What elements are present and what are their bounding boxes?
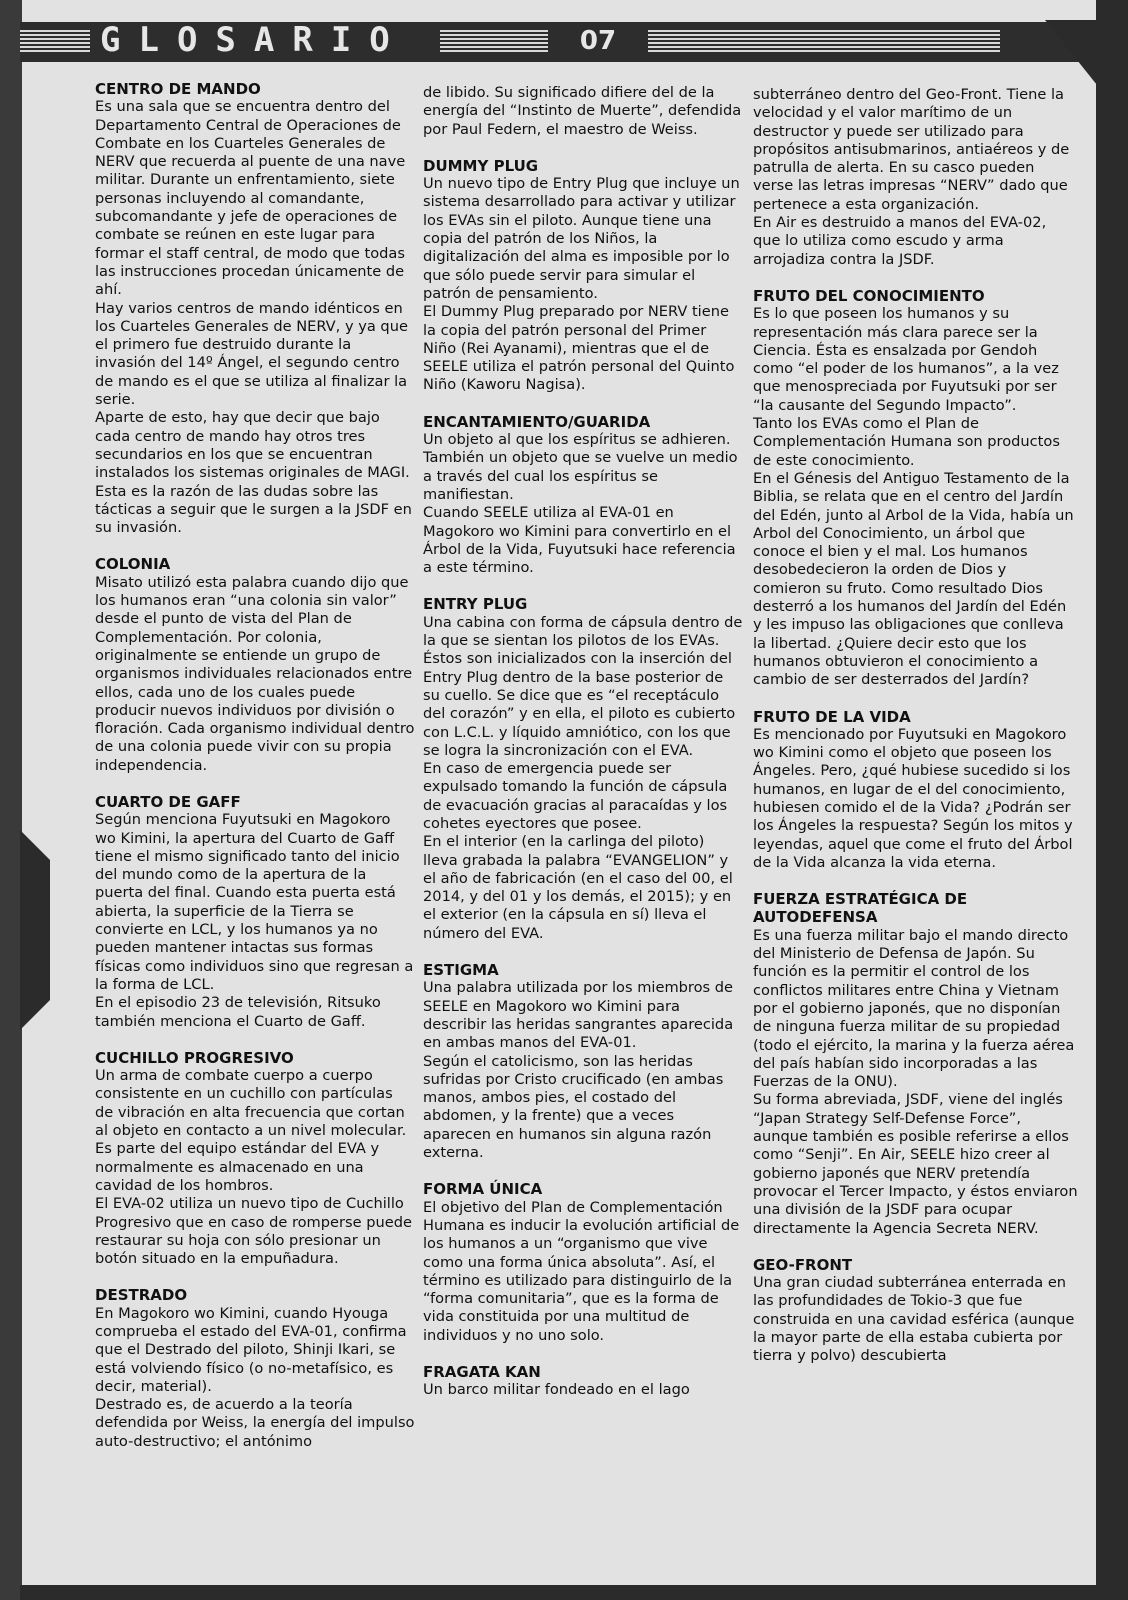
page-number: 07 [548,27,648,55]
glossary-entry [95,1049,415,1269]
entry-term: ESTIGMA [423,961,499,980]
entry-definition: Un nuevo tipo de Entry Plug que incluye un sistema desarrollado para activar y utilizar los EVAs sin el piloto. Aunque tiene una copia del patrón de los Niños, la digitalización del alma es imposible por lo que sólo puede servir para simular el patrón de pensamiento. El Dummy Plug preparado por NERV tiene la copia del patrón personal del Primer Niño (Rei Ayanami), mientras que el de SEELE utiliza el patrón personal del Quinto Niño (Kaworu Nagisa). [423,175,740,394]
entry-term: FRUTO DE LA VIDA [753,707,911,726]
glossary-entry [95,555,415,775]
column-1 [95,80,415,1469]
entry-term: COLONIA [95,555,171,574]
glossary-entry [423,961,743,1162]
glossary-entry [95,793,415,1031]
entry-definition: Según menciona Fuyutsuki en Magokoro wo Kimini, la apertura del Cuarto de Gaff tiene el mismo significado tanto del inicio del mundo como de la apertura de la puerta del final. Cuando esta puerta está abierta, la superficie de la Tierra se convierte en LCL, y los humanos ya no pueden mantener intactas sus formas físicas como individuos sino que regresan a la forma de LCL. En el episodio 23 de televisión, Ritsuko también menciona el Cuarto de Gaff. [95,811,414,1030]
entry-term: FRAGATA KAN [423,1363,541,1381]
entry-definition: Es una fuerza militar bajo el mando directo del Ministerio de Defensa de Japón. Su función es la permitir el control de los conflictos militares entre China y Vietnam por el gobierno japonés, que no disponían de ninguna fuerza militar de su propiedad (todo el ejército, la marina y la fuerza aérea del país habían sido incorporadas a las Fuerzas de la ONU). Su forma abreviada, JSDF, viene del inglés “Japan Strategy Self-Defense Force”, aunque también es posible referirse a ellos como “Senji”. En Air, SEELE hizo creer al gobierno japonés que NERV pretendía provocar el Tercer Impacto, y éstos enviaron una división de la JSDF para ocupar directamente la Agencia Secreta NERV. [753,926,1078,1237]
glossary-entry [423,413,743,578]
entry-definition: Un objeto al que los espíritus se adhieren. También un objeto que se vuelve un medio a través del cual los espíritus se manifiestan. Cuando SEELE utiliza al EVA-01 en Magokoro wo Kimini para convertirlo en el Árbol de la Vida, Fuyutsuki hace referencia a este término. [423,431,738,577]
entry-term: CUARTO DE GAFF [95,792,241,811]
entry-term: FORMA ÚNICA [423,1180,543,1199]
glossary-entry [95,1286,415,1451]
glossary-entry [753,1256,1078,1366]
entry-definition: En Magokoro wo Kimini, cuando Hyouga comprueba el estado del EVA-01, confirma que el Destrado del piloto, Shinji Ikari, se está volviendo físico (o no-metafísico, es decir, material). Destrado es, de acuerdo a la teoría defendida por Weiss, la energía del impulso auto-destructivo; el antónimo [95,1304,415,1450]
glossary-entry [753,86,1078,269]
entry-definition: Una palabra utilizada por los miembros de SEELE en Magokoro wo Kimini para describir las heridas sangrantes aparecida en ambas manos del EVA-01. Según el catolicismo, son las heridas sufridas por Cristo crucificado (en ambas manos, ambos pies, el costado del abdomen, y la frente) que a veces aparecen en humanos sin alguna razón externa. [423,979,734,1162]
glossary-entry [753,890,1078,1238]
column-2 [423,84,743,1418]
entry-term: GEO-FRONT [753,1255,853,1274]
entry-term: FRUTO DEL CONOCIMIENTO [753,286,985,305]
glossary-entry [95,80,415,537]
column-3 [753,86,1078,1384]
glossary-entry [423,157,743,395]
binding-spine [0,0,22,1600]
entry-term: DESTRADO [95,1286,188,1305]
entry-definition: Es una sala que se encuentra dentro del Departamento Central de Operaciones de Combate en los Cuarteles Generales de NERV que recuerda al puente de una nave militar. Durante un enfrentamiento, siete personas incluyendo al comandante, subcomandante y jefe de operaciones de combate se reúnen en este lugar para formar el staff central, de modo que todas las instrucciones procedan únicamente de ahí. Hay varios centros de mando idénticos en los Cuarteles Generales de NERV, y ya que el primero fue destruido durante la invasión del 14º Ángel, el segundo centro de mando es el que se utiliza al finalizar la serie. Aparte de esto, hay que decir que bajo cada centro de mando hay otros tres secundarios en los que se encuentran instalados los sistemas originales de MAGI. Esta es la razón de las dudas sobre las tácticas a seguir que le surgen a la JSDF en su invasión. [95,98,412,537]
entry-definition: El objetivo del Plan de Complementación Humana es inducir la evolución artificial de los humanos a un “organismo que vive como una forma única absoluta”. Así, el término es utilizado para distinguirlo de la “forma comunitaria”, que es la forma de vida constituida por una multitud de individuos y no uno solo. [423,1198,740,1344]
entry-term: FUERZA ESTRATÉGICA DE AUTODEFENSA [753,890,968,927]
header-stripe-left [20,30,90,52]
entry-term: CUCHILLO PROGRESIVO [95,1048,294,1067]
entry-definition: Una cabina con forma de cápsula dentro de la que se sientan los pilotos de los EVAs. Éstos son inicializados con la inserción del Entry Plug dentro de la base posterior de su cuello. Se dice que es “el receptáculo del corazón” y en ella, el piloto es cubierto con L.C.L. y líquido amniótico, con los que se logra la sincronización con el EVA. En caso de emergencia puede ser expulsado tomando la función de cápsula de evacuación gracias al paracaídas y los cohetes eyectores que posee. En el interior (en la carlinga del piloto) lleva grabada la palabra “EVANGELION” y el año de fabricación (en el caso del 00, el 2014, y del 01 y los demás, el 2015); y en el exterior (en la cápsula en sí) lleva el número del EVA. [423,613,743,942]
left-notch [20,830,50,1030]
entry-term: ENCANTAMIENTO/GUARIDA [423,412,651,431]
entry-term: ENTRY PLUG [423,595,528,614]
entry-term: DUMMY PLUG [423,156,539,175]
bottom-bar [20,1585,1110,1600]
entry-definition: Un barco militar fondeado en el lago [423,1381,690,1399]
page-title: GLOSARIO [100,20,408,60]
entry-definition: Misato utilizó esta palabra cuando dijo que los humanos eran “una colonia sin valor” desde el punto de vista del Plan de Complementación. Por colonia, originalmente se entiende un grupo de organismos individuales relacionados entre ellos, cada uno de los cuales puede producir nuevos individuos por división o floración. Cada organismo individual dentro de una colonia puede vivir con su propia independencia. [95,573,415,774]
right-edge [1096,0,1128,1600]
glossary-entry [753,287,1078,690]
header-stripe-right [440,30,1000,52]
entry-definition: de libido. Su significado difiere del de la energía del “Instinto de Muerte”, defendida por Paul Federn, el maestro de Weiss. [423,84,742,138]
entry-definition: Es lo que poseen los humanos y su representación más clara parece ser la Ciencia. Ésta es ensalzada por Gendoh como “el poder de los humanos”, a la vez que menospreciada por Fuyutsuki por ser “la causante del Segundo Impacto”. Tanto los EVAs como el Plan de Complementación Humana son productos de este conocimiento. En el Génesis del Antiguo Testamento de la Biblia, se relata que en el centro del Jardín del Edén, junto al Arbol de la Vida, había un Arbol del Conocimiento, un árbol que conoce el bien y el mal. Los humanos desobedecieron la orden de Dios y comieron su fruto. Como resultado Dios desterró a los humanos del Jardín del Edén y les impuso las obligaciones que conlleva la libertad. ¿Quiere decir esto que los humanos obtuvieron el conocimiento a cambio de ser desterrados del Jardín? [753,305,1074,689]
entry-definition: Una gran ciudad subterránea enterrada en las profundidades de Tokio-3 que fue construida en una cavidad esférica (aunque la mayor parte de ella estaba cubierta por tierra y polvo) descubierta [753,1274,1075,1365]
glossary-entry [423,1363,743,1400]
entry-definition: Es mencionado por Fuyutsuki en Magokoro wo Kimini como el objeto que poseen los Ángeles. Pero, ¿qué hubiese sucedido si los humanos, en lugar de el del conocimiento, hubiesen comido el de la Vida? ¿Podrán ser los Ángeles la respuesta? Según los mitos y leyendas, aquel que come el fruto del Árbol de la Vida alcanza la vida eterna. [753,725,1073,871]
entry-definition: subterráneo dentro del Geo-Front. Tiene la velocidad y el valor marítimo de un destructor y puede ser utilizado para propósitos antisubmarinos, antiaéreos y de patrulla de alerta. En su casco pueden verse las letras impresas “NERV” dado que pertenece a esta organización. En Air es destruido a manos del EVA-02, que lo utiliza como escudo y arma arrojadiza contra la JSDF. [753,86,1070,268]
entry-term: CENTRO DE MANDO [95,80,261,98]
glossary-entry [423,84,743,139]
glossary-entry [423,595,743,943]
entry-definition: Un arma de combate cuerpo a cuerpo consistente en un cuchillo con partículas de vibración en alta frecuencia que cortan al objeto en contacto a un nivel molecular. Es parte del equipo estándar del EVA y normalmente es almacenado en una cavidad de los hombros. El EVA-02 utiliza un nuevo tipo de Cuchillo Progresivo que en caso de romperse puede restaurar su hoja con sólo presionar un botón situado en la empuñadura. [95,1067,412,1268]
glossary-entry [423,1180,743,1345]
glossary-entry [753,708,1078,873]
